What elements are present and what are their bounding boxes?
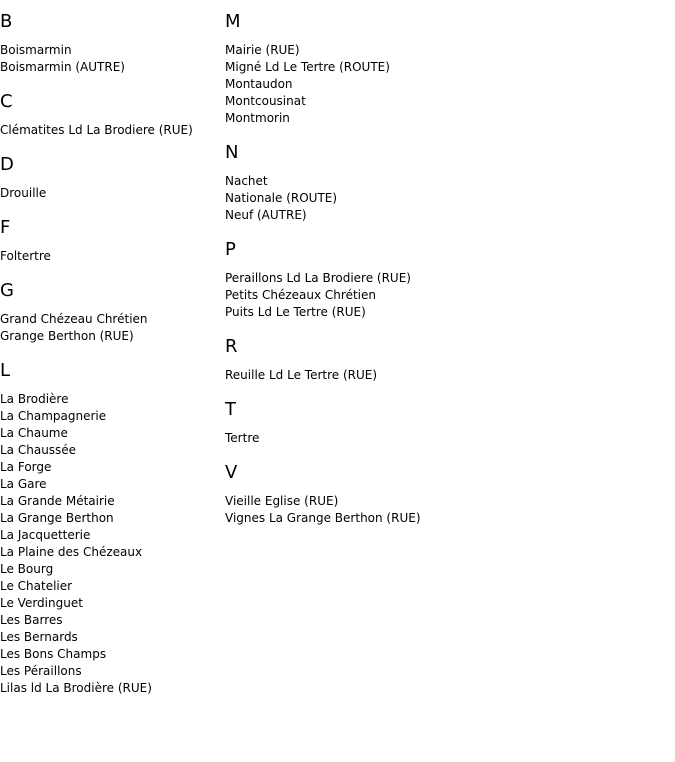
letter-heading: N [225, 142, 239, 163]
street-list [0, 391, 220, 697]
letter-group-m [225, 10, 665, 127]
letter-heading: V [225, 462, 238, 483]
letter-group-t [225, 398, 665, 447]
street-link[interactable]: La Forge [0, 460, 52, 474]
street-link[interactable]: Reuille Ld Le Tertre (RUE) [225, 368, 378, 382]
letter-group-b [0, 10, 220, 76]
street-link[interactable]: Petits Chézeaux Chrétien [225, 288, 376, 302]
street-link[interactable]: Boismarmin (AUTRE) [0, 60, 125, 74]
street-list [0, 122, 220, 139]
letter-group-c [0, 90, 220, 139]
index-column-right [225, 10, 665, 541]
street-list [225, 270, 665, 321]
letter-heading: G [0, 280, 14, 301]
index-column-left [0, 10, 220, 711]
street-link[interactable]: La Plaine des Chézeaux [0, 545, 143, 559]
letter-group-f [0, 216, 220, 265]
street-link[interactable]: La Brodière [0, 392, 69, 406]
letter-heading: D [0, 154, 14, 175]
street-link[interactable]: La Jacquetterie [0, 528, 91, 542]
street-link[interactable]: Vieille Eglise (RUE) [225, 494, 339, 508]
street-link[interactable]: Nationale (ROUTE) [225, 191, 338, 205]
street-link[interactable]: La Chaussée [0, 443, 77, 457]
street-link[interactable]: Peraillons Ld La Brodiere (RUE) [225, 271, 411, 285]
letter-heading: M [225, 11, 241, 32]
street-link[interactable]: Grand Chézeau Chrétien [0, 312, 148, 326]
street-link[interactable]: La Gare [0, 477, 47, 491]
letter-group-p [225, 238, 665, 321]
letter-group-n [225, 141, 665, 224]
street-link[interactable]: Le Bourg [0, 562, 54, 576]
letter-heading: R [225, 336, 238, 357]
letter-heading: B [0, 11, 13, 32]
street-link[interactable]: Les Bernards [0, 630, 78, 644]
street-list [225, 493, 665, 527]
street-link[interactable]: La Chaume [0, 426, 68, 440]
street-link[interactable]: Montaudon [225, 77, 293, 91]
street-list [225, 367, 665, 384]
street-link[interactable]: La Grange Berthon [0, 511, 114, 525]
street-link[interactable]: Boismarmin [0, 43, 72, 57]
street-link[interactable]: Foltertre [0, 249, 51, 263]
street-link[interactable]: Grange Berthon (RUE) [0, 329, 134, 343]
street-list [225, 430, 665, 447]
street-link[interactable]: Le Verdinguet [0, 596, 83, 610]
letter-group-g [0, 279, 220, 345]
street-link[interactable]: Puits Ld Le Tertre (RUE) [225, 305, 366, 319]
street-link[interactable]: Montmorin [225, 111, 290, 125]
letter-heading: L [0, 360, 11, 381]
letter-group-v [225, 461, 665, 527]
letter-group-d [0, 153, 220, 202]
letter-heading: F [0, 217, 11, 238]
street-link[interactable]: Le Chatelier [0, 579, 73, 593]
street-list [0, 185, 220, 202]
letter-group-r [225, 335, 665, 384]
street-link[interactable]: Montcousinat [225, 94, 306, 108]
letter-heading: C [0, 91, 13, 112]
street-link[interactable]: Clématites Ld La Brodiere (RUE) [0, 123, 193, 137]
street-link[interactable]: Les Péraillons [0, 664, 82, 678]
street-link[interactable]: Les Barres [0, 613, 63, 627]
letter-group-l [0, 359, 220, 697]
street-list [0, 42, 220, 76]
street-list [225, 173, 665, 224]
letter-heading: P [225, 239, 236, 260]
letter-heading: T [225, 399, 236, 420]
street-link[interactable]: La Champagnerie [0, 409, 107, 423]
street-link[interactable]: Nachet [225, 174, 268, 188]
street-link[interactable]: Les Bons Champs [0, 647, 107, 661]
street-link[interactable]: Mairie (RUE) [225, 43, 300, 57]
street-link[interactable]: Tertre [225, 431, 260, 445]
street-list [225, 42, 665, 127]
street-link[interactable]: Migné Ld Le Tertre (ROUTE) [225, 60, 390, 74]
street-link[interactable]: Lilas ld La Brodière (RUE) [0, 681, 152, 695]
street-link[interactable]: La Grande Métairie [0, 494, 115, 508]
street-list [0, 311, 220, 345]
street-link[interactable]: Neuf (AUTRE) [225, 208, 307, 222]
street-link[interactable]: Drouille [0, 186, 47, 200]
street-link[interactable]: Vignes La Grange Berthon (RUE) [225, 511, 421, 525]
street-list [0, 248, 220, 265]
